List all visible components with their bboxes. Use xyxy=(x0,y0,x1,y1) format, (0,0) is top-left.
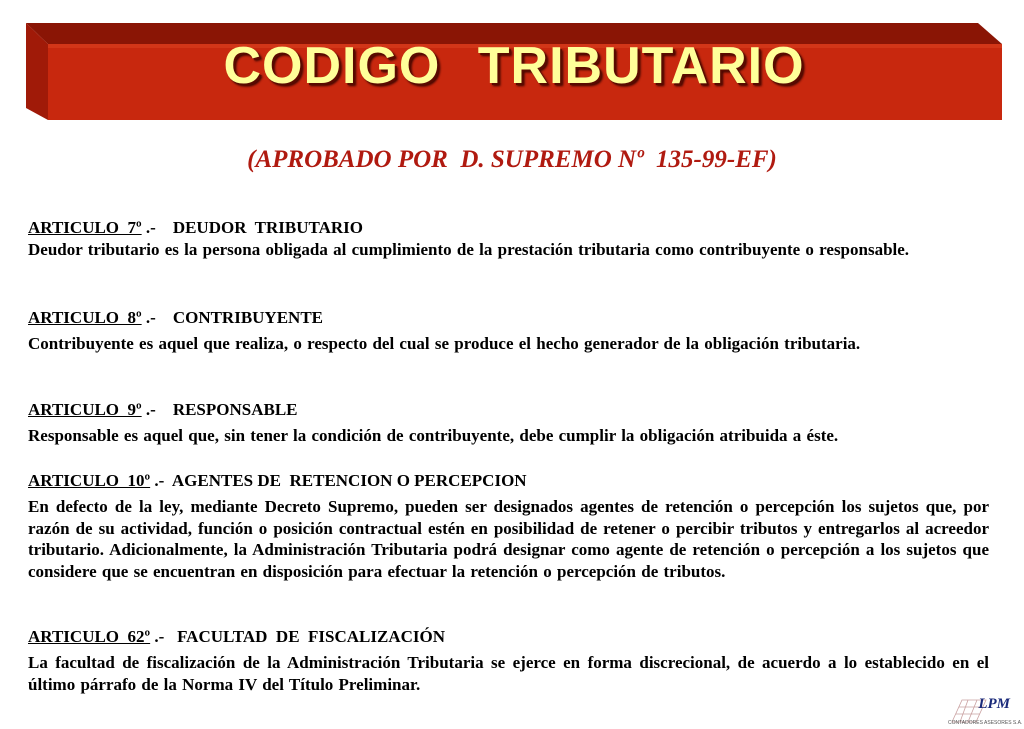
article-heading xyxy=(28,470,989,491)
article-number: ARTICULO 62º xyxy=(28,627,151,646)
article-62 xyxy=(28,626,989,695)
logo-subtext: CONTADORES ASESORES S.A. xyxy=(948,720,1023,726)
article-body: Deudor tributario es la persona obligada al cumplimiento de la prestación tributaria como contribuyente o responsable. xyxy=(28,240,910,259)
article-body: La facultad de fiscalización de la Administración Tributaria se ejerce en forma discrecional, de acuerdo a lo establecido en el último párrafo de la Norma IV del Título Preliminar. xyxy=(28,653,989,694)
article-heading xyxy=(28,307,989,328)
article-body: Responsable es aquel que, sin tener la condición de contribuyente, debe cumplir la obligación atribuida a éste. xyxy=(28,426,839,445)
article-number: ARTICULO 9º xyxy=(28,400,142,419)
article-separator: .- xyxy=(141,308,173,327)
article-number: ARTICULO 7º xyxy=(28,218,142,237)
page-title: CODIGO TRIBUTARIO xyxy=(223,37,805,95)
article-separator: .- xyxy=(150,471,172,490)
article-title: DEUDOR TRIBUTARIO xyxy=(172,218,363,237)
article-title: RESPONSABLE xyxy=(172,400,298,419)
article-10 xyxy=(28,470,989,582)
logo-text: LPM xyxy=(978,696,1010,712)
article-body: En defecto de la ley, mediante Decreto Supremo, pueden ser designados agentes de retención o percepción los sujetos que, por razón de su actividad, función o posición contractual estén en posibilidad de retener o percibir tributos y entregarlos al acreedor tributario. Adicionalmente, la Administración Tributaria podrá designar como agente de retención o percepción a los sujetos que considere que se encuentran en disposición para efectuar la retención o percepción de tributos. xyxy=(28,497,989,581)
article-title: FACULTAD DE FISCALIZACIÓN xyxy=(177,627,446,646)
article-7 xyxy=(28,217,989,261)
lpm-logo xyxy=(948,694,1023,726)
article-separator: .- xyxy=(150,627,178,646)
article-heading xyxy=(28,217,989,238)
article-9 xyxy=(28,399,989,447)
page-subtitle: (APROBADO POR D. SUPREMO Nº 135-99-EF) xyxy=(247,146,777,173)
article-title: CONTRIBUYENTE xyxy=(172,308,324,327)
article-body: Contribuyente es aquel que realiza, o respecto del cual se produce el hecho generador de la obligación tributaria. xyxy=(28,334,861,353)
article-heading xyxy=(28,399,989,420)
article-title: AGENTES DE RETENCION O PERCEPCION xyxy=(171,471,527,490)
article-8 xyxy=(28,307,989,355)
article-separator: .- xyxy=(141,218,173,237)
article-number: ARTICULO 10º xyxy=(28,471,151,490)
article-number: ARTICULO 8º xyxy=(28,308,142,327)
article-separator: .- xyxy=(141,400,173,419)
article-heading xyxy=(28,626,989,647)
